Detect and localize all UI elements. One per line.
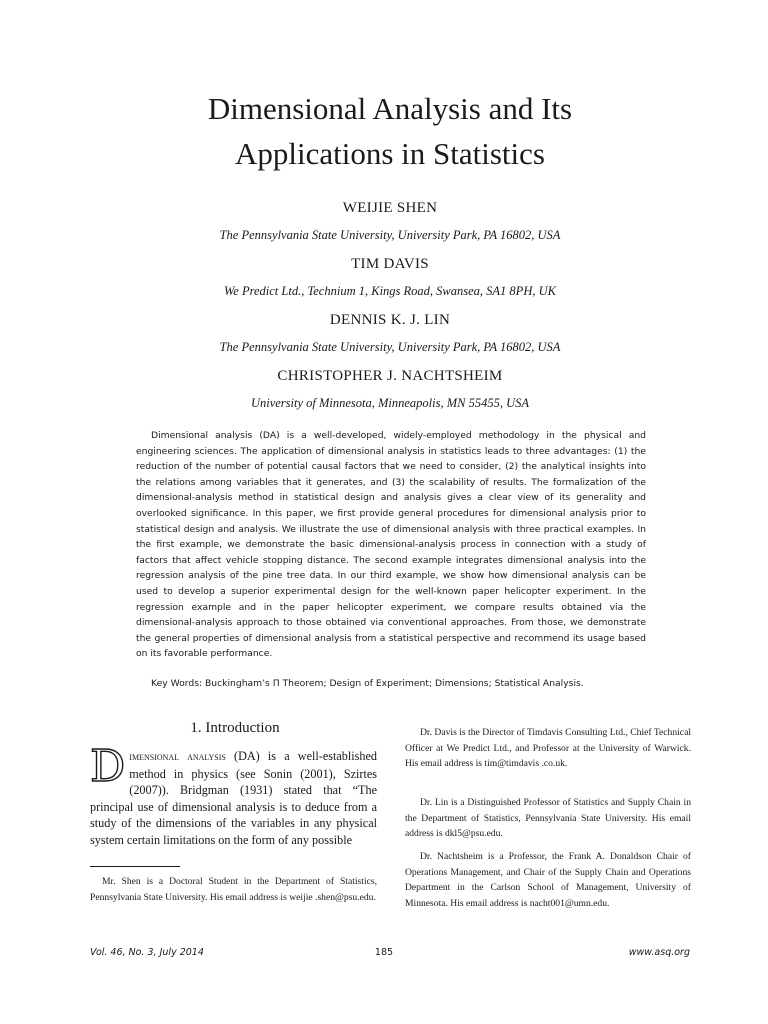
author-name: DENNIS K. J. LIN <box>329 312 451 328</box>
author-name: TIM DAVIS <box>351 256 429 272</box>
footnote-rule <box>90 866 180 867</box>
author-affiliation: University of Minnesota, Minneapolis, MN 55455, USA <box>250 396 530 410</box>
section-heading-introduction: 1. Introduction <box>190 720 280 736</box>
author-note-lin: Dr. Lin is a Distinguished Professor of Statistics and Supply Chain in the Department of Statistics, Pennsylvania State University. His email address is dkl5@psu.edu. <box>405 797 691 839</box>
author-affiliation: The Pennsylvania State University, University Park, PA 16802, USA <box>219 228 561 242</box>
title-line-2: Applications in Statistics <box>235 136 545 171</box>
intro-smallcaps-lead: imensional analysis <box>129 750 226 763</box>
author-note-nachtsheim: Dr. Nachtsheim is a Professor, the Frank A. Donaldson Chair of Operations Management, and Chair of the Supply Chain and Operations Department in the Carlson School of Management, University of Minnesota. His email address is nacht001@umn.edu. <box>405 851 691 909</box>
intro-text: (DA) is a well-established method in physics (see Sonin (2001), Szirtes (2007)). Bridgman (1931) stated that “The principal use of dimensional analysis is to deduce from a study of the dimensions of the variables in any physical system certain limitations on the form of any possible <box>90 749 377 847</box>
journal-website: www.asq.org <box>628 947 690 958</box>
page-number: 185 <box>374 947 394 958</box>
abstract: Dimensional analysis (DA) is a well-developed, widely-employed methodology in the physical and engineering sciences. The application of dimensional analysis in statistics leads to three advantages: (1) the reduction of the number of potential causal factors that we need to consider, (2) the analytical insights into the relations among variables that it generates, and (3) the scalability of results. The formalization of the dimensional-analysis method in statistical design and analysis gives a clear view of its generality and overlooked significance. In this paper, we first provide general procedures for dimensional analysis prior to statistical design and analysis. We illustrate the use of dimensional analysis with three practical examples. In the first example, we demonstrate the basic dimensional-analysis process in connection with a study of factors that affect vehicle stopping distance. The second example integrates dimensional analysis into the regression analysis of the pine tree data. In our third example, we show how dimensional analysis can be used to develop a superior experimental design for the well-known paper helicopter experiment. In the regression example and in the paper helicopter experiment, we compare results obtained via the dimensional-analysis approach to those obtained via conventional approaches. From those, we demonstrate the general properties of dimensional analysis from a statistical perspective and recommend its usage based on its favorable performance. <box>136 430 646 660</box>
introduction-paragraph <box>90 741 377 849</box>
paper-title <box>90 86 690 176</box>
title-line-1: Dimensional Analysis and Its <box>207 91 573 126</box>
author-name: CHRISTOPHER J. NACHTSHEIM <box>277 368 503 384</box>
author-affiliation: We Predict Ltd., Technium 1, Kings Road, Swansea, SA1 8PH, UK <box>224 284 556 298</box>
drop-cap: D <box>90 741 126 792</box>
author-note-davis: Dr. Davis is the Director of Timdavis Consulting Ltd., Chief Technical Officer at We Predict Ltd., and Professor at the University of Warwick. His email address is tim@timdavis .co.uk. <box>405 727 691 769</box>
keywords: Key Words: Buckingham’s Π Theorem; Design of Experiment; Dimensions; Statistical Analysis. <box>151 678 584 689</box>
author-name: WEIJIE SHEN <box>342 200 438 216</box>
author-footnote: Mr. Shen is a Doctoral Student in the Department of Statistics, Pennsylvania State University. His email address is weijie .shen@psu.edu. <box>90 876 377 903</box>
journal-volume: Vol. 46, No. 3, July 2014 <box>90 947 204 958</box>
author-affiliation: The Pennsylvania State University, University Park, PA 16802, USA <box>219 340 561 354</box>
